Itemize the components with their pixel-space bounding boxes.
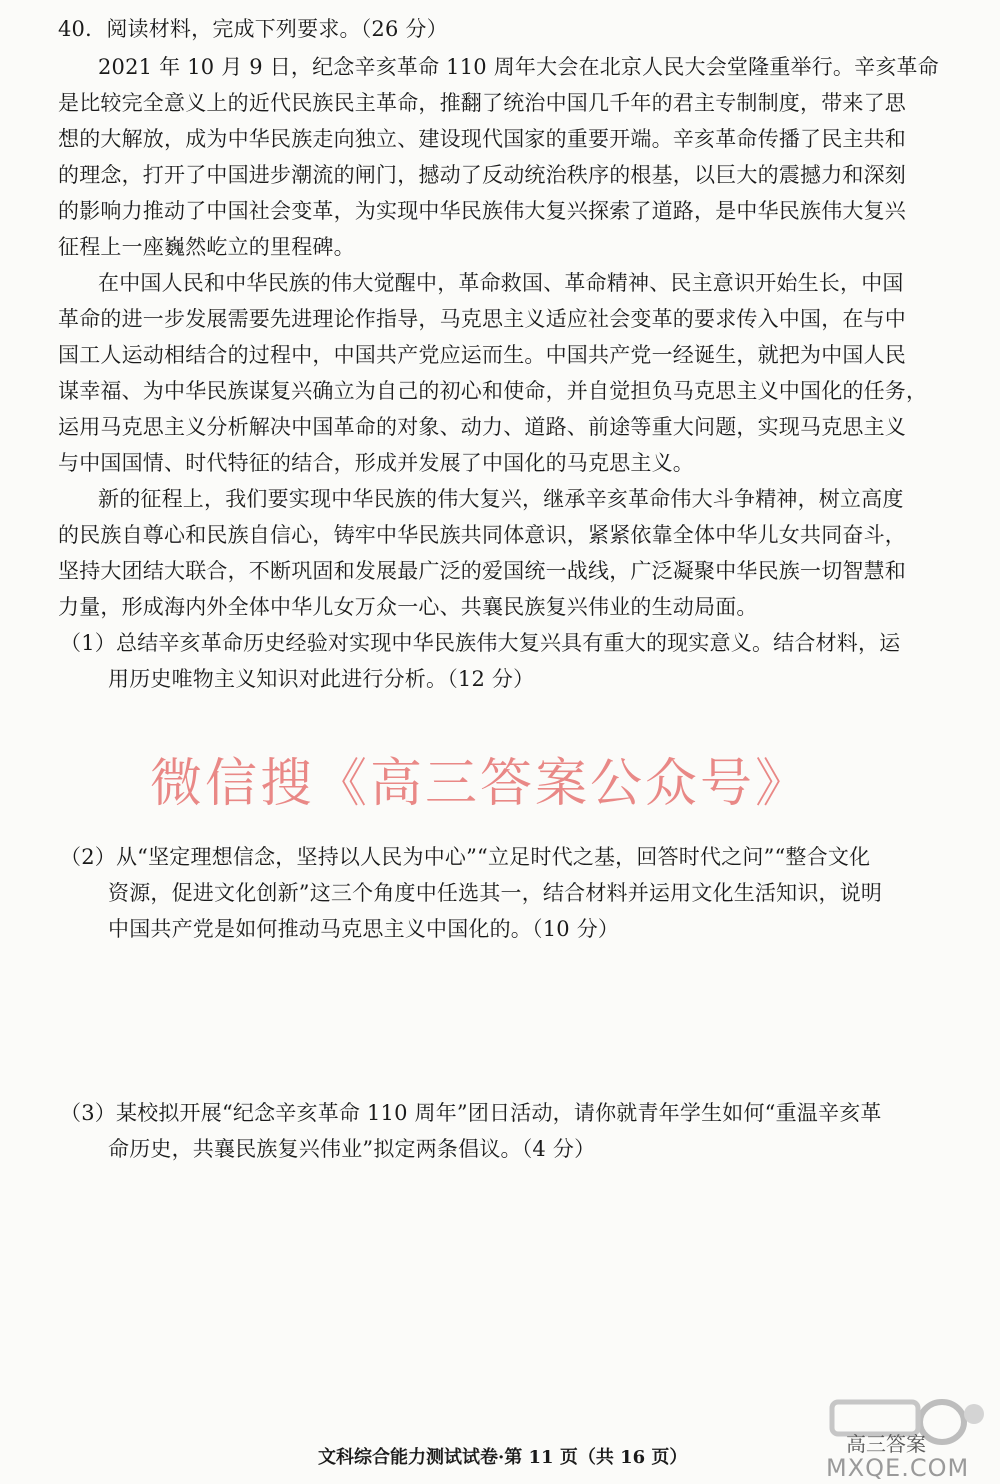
- material-p2-line-2: 革命的进一步发展需要先进理论作指导，马克思主义适应社会变革的要求传入中国，在与中: [58, 307, 906, 331]
- watermark: 微信搜《高三答案公众号》: [150, 754, 811, 814]
- material-p2-line-6: 与中国国情、时代特征的结合，形成并发展了中国化的马克思主义。: [58, 451, 694, 475]
- sub-question-1-line-2: 用历史唯物主义知识对此进行分析。（12 分）: [108, 667, 535, 691]
- page-footer: 文科综合能力测试试卷·第 11 页（共 16 页）: [318, 1447, 688, 1468]
- material-p3-line-2: 的民族自尊心和民族自信心，铸牢中华民族共同体意识，紧紧依靠全体中华儿女共同奋斗，: [58, 523, 906, 547]
- sub-question-1-line-1: （1）总结辛亥革命历史经验对实现中华民族伟大复兴具有重大的现实意义。结合材料，运: [60, 631, 901, 655]
- material-p1-line-6: 征程上一座巍然屹立的里程碑。: [58, 235, 355, 259]
- material-p1-line-1: 2021 年 10 月 9 日，纪念辛亥革命 110 周年大会在北京人民大会堂隆重举行。辛亥革命: [98, 55, 939, 79]
- material-p1-line-4: 的理念，打开了中国进步潮流的闸门，撼动了反动统治秩序的根基，以巨大的震撼力和深刻: [58, 163, 906, 187]
- material-p2-line-3: 国工人运动相结合的过程中，中国共产党应运而生。中国共产党一经诞生，就把为中国人民: [58, 343, 906, 367]
- sub-question-2-line-3: 中国共产党是如何推动马克思主义中国化的。（10 分）: [108, 917, 620, 941]
- material-p1-line-5: 的影响力推动了中国社会变革，为实现中华民族伟大复兴探索了道路，是中华民族伟大复兴: [58, 199, 906, 223]
- material-p1-line-2: 是比较完全意义上的近代民族民主革命，推翻了统治中国几千年的君主专制制度，带来了思: [58, 91, 906, 115]
- sub-question-3-line-1: （3）某校拟开展“纪念辛亥革命 110 周年”团日活动，请你就青年学生如何“重温辛亥革: [60, 1101, 882, 1125]
- question-heading: 40．阅读材料，完成下列要求。（26 分）: [58, 17, 448, 41]
- material-p2-line-5: 运用马克思主义分析解决中国革命的对象、动力、道路、前途等重大问题，实现马克思主义: [58, 415, 906, 439]
- material-p1-line-3: 想的大解放，成为中华民族走向独立、建设现代国家的重要开端。辛亥革命传播了民主共和: [58, 127, 906, 151]
- logo-text: 高三答案: [846, 1432, 926, 1456]
- sub-question-3-line-2: 命历史，共襄民族复兴伟业”拟定两条倡议。（4 分）: [108, 1137, 596, 1161]
- sub-question-2-line-1: （2）从“坚定理想信念，坚持以人民为中心”“立足时代之基，回答时代之问”“整合文化: [60, 845, 871, 869]
- logo-url: MXQE.COM: [826, 1454, 970, 1482]
- material-p2-line-4: 谋幸福、为中华民族谋复兴确立为自己的初心和使命，并自觉担负马克思主义中国化的任务，: [58, 379, 928, 403]
- material-p3-line-3: 坚持大团结大联合，不断巩固和发展最广泛的爱国统一战线，广泛凝聚中华民族一切智慧和: [58, 559, 906, 583]
- material-p2-line-1: 在中国人民和中华民族的伟大觉醒中，革命救国、革命精神、民主意识开始生长，中国: [98, 271, 904, 295]
- material-p3-line-4: 力量，形成海内外全体中华儿女万众一心、共襄民族复兴伟业的生动局面。: [58, 595, 758, 619]
- sub-question-2-line-2: 资源，促进文化创新”这三个角度中任选其一，结合材料并运用文化生活知识，说明: [108, 881, 883, 905]
- material-p3-line-1: 新的征程上，我们要实现中华民族的伟大复兴，继承辛亥革命伟大斗争精神，树立高度: [98, 487, 904, 511]
